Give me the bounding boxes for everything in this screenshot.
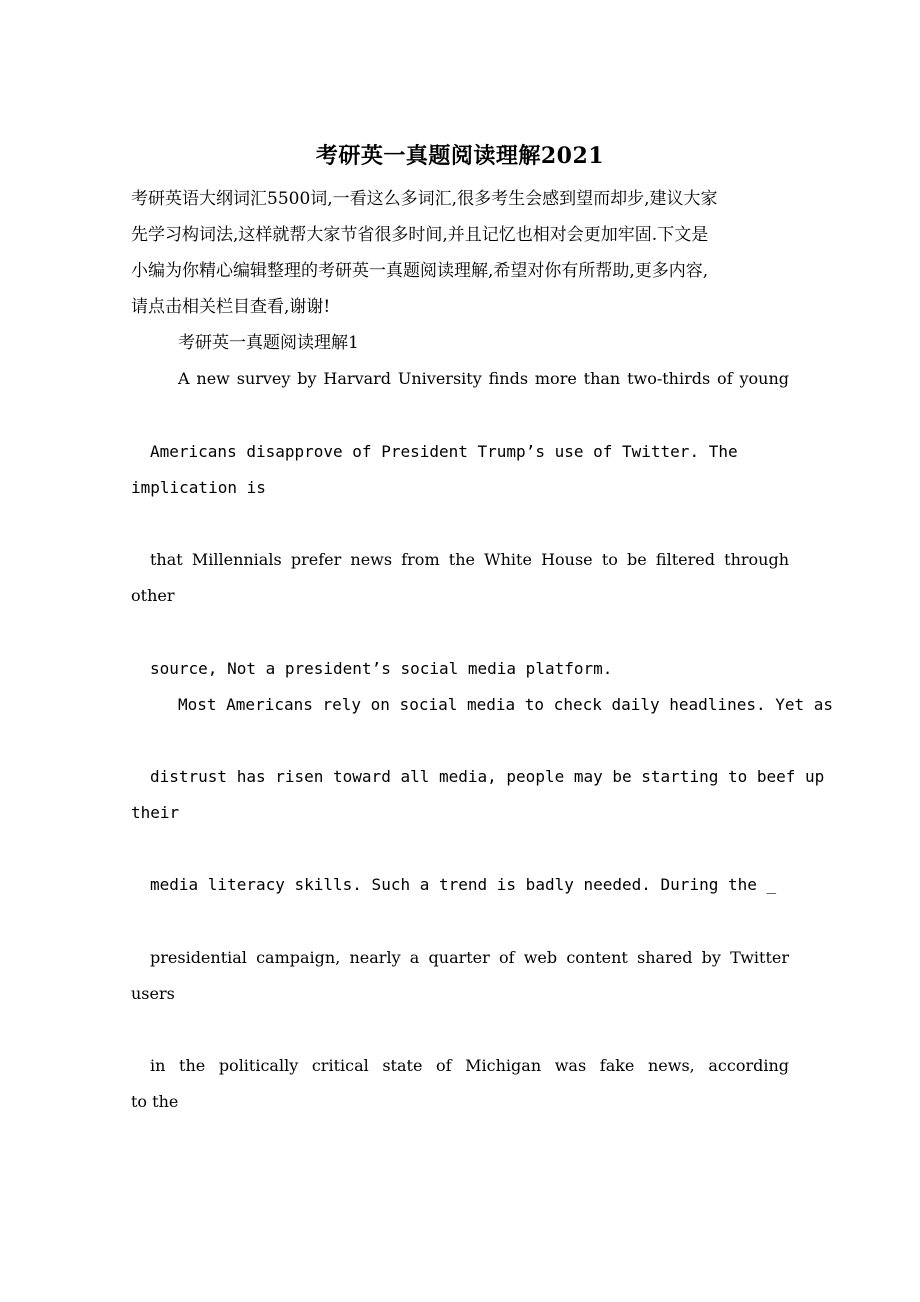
article-line: users xyxy=(131,984,175,1003)
article-line: presidential campaign, nearly a quarter of web content shared by Twitter xyxy=(150,948,789,967)
article-line: other xyxy=(131,586,175,605)
article-line: source, Not a president’s social media platform. xyxy=(150,659,613,678)
article-line: that Millennials prefer news from the White House to be filtered through xyxy=(150,550,789,569)
article-line: distrust has risen toward all media, people may be starting to beef up xyxy=(150,767,825,786)
intro-line: 小编为你精心编辑整理的考研英一真题阅读理解,希望对你有所帮助,更多内容, xyxy=(131,261,709,281)
article-line: Americans disapprove of President Trump’s use of Twitter. The xyxy=(150,442,738,461)
intro-line: 先学习构词法,这样就帮大家节省很多时间,并且记忆也相对会更加牢固.下文是 xyxy=(131,225,709,245)
section-heading: 考研英一真题阅读理解1 xyxy=(178,333,359,353)
intro-line: 请点击相关栏目查看,谢谢! xyxy=(131,297,331,317)
article-line: implication is xyxy=(131,478,266,497)
article-line: their xyxy=(131,803,180,822)
document-title: 考研英一真题阅读理解2021 xyxy=(315,143,605,169)
intro-line: 考研英语大纲词汇5500词,一看这么多词汇,很多考生会感到望而却步,建议大家 xyxy=(131,189,718,209)
article-line: in the politically critical state of Michigan was fake news, according xyxy=(150,1056,789,1075)
article-line: to the xyxy=(131,1092,179,1111)
article-line: media literacy skills. Such a trend is badly needed. During the _ xyxy=(150,875,777,894)
intro-paragraph xyxy=(131,181,791,325)
article-line: Most Americans rely on social media to check daily headlines. Yet as xyxy=(178,695,834,714)
article-line: A new survey by Harvard University finds more than two-thirds of young xyxy=(178,369,789,388)
